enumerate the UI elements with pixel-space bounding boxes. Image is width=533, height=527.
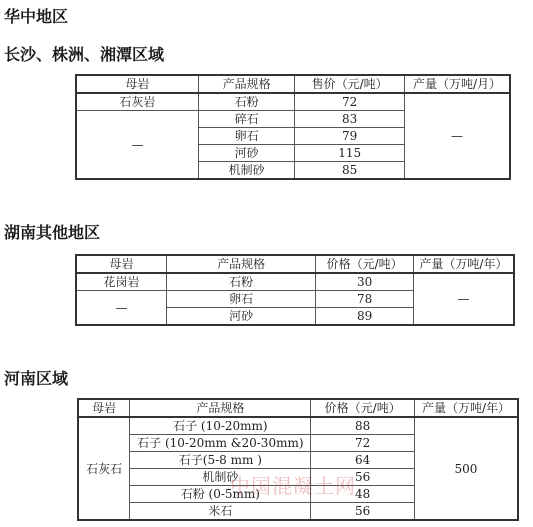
header-price: 价格（元/吨） (316, 255, 414, 273)
header-output: 产量（万吨/月） (404, 75, 510, 93)
price-cell: 83 (295, 111, 405, 128)
price-cell: 85 (295, 162, 405, 180)
price-cell: 78 (316, 291, 414, 308)
header-price: 价格（元/吨） (311, 399, 415, 417)
price-cell: 115 (295, 145, 405, 162)
header-spec: 产品规格 (167, 255, 316, 273)
price-cell: 48 (311, 486, 415, 503)
price-cell: 56 (311, 503, 415, 521)
price-cell: 64 (311, 452, 415, 469)
spec-cell: 石子 (10-20mm &20-30mm) (130, 435, 311, 452)
spec-cell: 机制砂 (198, 162, 295, 180)
rock-cell: — (76, 291, 167, 326)
price-cell: 88 (311, 417, 415, 435)
header-rock: 母岩 (76, 75, 198, 93)
spec-cell: 石子 (10-20mm) (130, 417, 311, 435)
spec-cell: 石粉 (198, 93, 295, 111)
header-spec: 产品规格 (198, 75, 295, 93)
spec-cell: 石子(5-8 mm ) (130, 452, 311, 469)
spec-cell: 石粉 (167, 273, 316, 291)
table-row (76, 273, 514, 291)
spec-cell: 石粉 (0-5mm) (130, 486, 311, 503)
price-cell: 72 (311, 435, 415, 452)
table-row (76, 93, 510, 111)
header-rock: 母岩 (76, 255, 167, 273)
header-rock: 母岩 (78, 399, 130, 417)
table-row (78, 417, 518, 435)
header-output: 产量（万吨/年） (414, 399, 518, 417)
region2-table (75, 254, 515, 326)
region2-heading: 湖南其他地区 (4, 223, 101, 242)
header-spec: 产品规格 (130, 399, 311, 417)
output-cell: 500 (414, 417, 518, 520)
spec-cell: 河砂 (167, 308, 316, 326)
rock-cell: — (76, 111, 198, 180)
page-title: 华中地区 (4, 7, 69, 26)
region3-heading: 河南区域 (4, 369, 69, 388)
price-cell: 72 (295, 93, 405, 111)
region1-table (75, 74, 511, 180)
price-cell: 30 (316, 273, 414, 291)
header-output: 产量（万吨/年） (413, 255, 514, 273)
rock-cell: 花岗岩 (76, 273, 167, 291)
region3-table (77, 398, 519, 521)
spec-cell: 河砂 (198, 145, 295, 162)
output-cell: — (413, 273, 514, 325)
watermark: 中国混凝土网 (230, 474, 356, 498)
region1-heading: 长沙、株洲、湘潭区域 (4, 45, 165, 64)
header-price: 售价（元/吨） (295, 75, 405, 93)
rock-cell: 石灰岩 (76, 93, 198, 111)
output-cell: — (404, 93, 510, 179)
spec-cell: 米石 (130, 503, 311, 521)
price-cell: 89 (316, 308, 414, 326)
spec-cell: 碎石 (198, 111, 295, 128)
spec-cell: 机制砂 (130, 469, 311, 486)
spec-cell: 卵石 (167, 291, 316, 308)
price-cell: 56 (311, 469, 415, 486)
rock-cell: 石灰石 (78, 417, 130, 520)
spec-cell: 卵石 (198, 128, 295, 145)
price-cell: 79 (295, 128, 405, 145)
